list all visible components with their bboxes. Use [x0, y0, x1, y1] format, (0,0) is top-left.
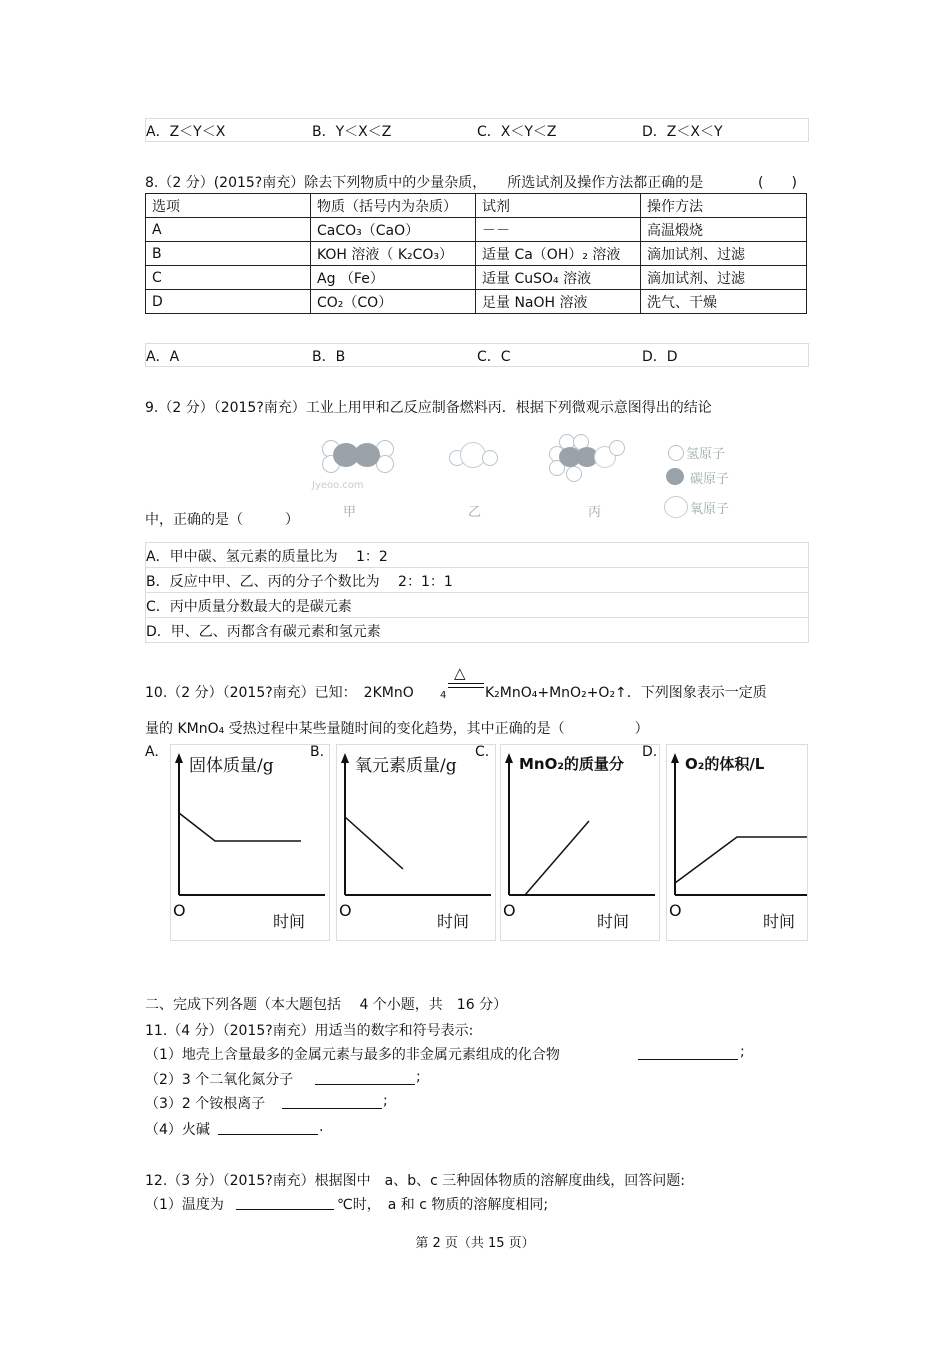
section2-heading: 二、完成下列各题（本大题包括 4 个小题，共 16 分） [145, 997, 508, 1013]
table-cell: －－ [476, 218, 641, 242]
oxygen-legend-icon [664, 496, 688, 518]
q11-stem: 11.（4 分）（2015?南充）用适当的数字和符号表示: [145, 1023, 474, 1039]
legend-carbon: 碳原子 [690, 472, 730, 487]
graph-c-letter[interactable]: C. [475, 744, 490, 760]
graph-a-letter[interactable]: A. [145, 744, 159, 760]
equation-line [448, 687, 484, 688]
trend-line [675, 837, 807, 883]
header-cell: 试剂 [476, 194, 641, 218]
punct: ; [740, 1044, 745, 1060]
q9-choice-b[interactable] [145, 567, 809, 593]
q7-option-b[interactable]: B．Y＜X＜Z [312, 124, 392, 140]
header-cell: 选项 [146, 194, 311, 218]
q7-option-a[interactable]: A．Z＜Y＜X [146, 124, 226, 140]
graph-d-xlabel: 时间 [763, 912, 796, 931]
q12-item-1-part2: ℃时， a 和 c 物质的溶解度相同; [337, 1197, 549, 1213]
legend-hydrogen: 氢原子 [686, 447, 726, 462]
graph-a-ylabel: 固体质量/g [189, 756, 274, 776]
hydrogen-atom-icon [609, 440, 625, 456]
q10-stem-continued: 量的 KMnO₄ 受热过程中某些量随时间的变化趋势，其中正确的是（ ） [145, 721, 649, 737]
hydrogen-legend-icon [668, 445, 684, 461]
label-yi: 乙 [468, 505, 482, 520]
table-header-row [146, 194, 807, 218]
hydrogen-atom-icon [482, 450, 498, 466]
label-bing: 丙 [588, 505, 602, 520]
item-text: （4）火碱 [145, 1122, 210, 1138]
q9-choice-c[interactable] [145, 592, 809, 618]
graph-c-origin: O [503, 901, 516, 920]
q11-item-3 [145, 1093, 265, 1113]
table-row [146, 266, 807, 290]
watermark: Jyeoo.com [312, 480, 364, 491]
item-text: （2）3 个二氧化氮分子 [145, 1072, 294, 1088]
q12-item-1-part1: （1）温度为 [145, 1197, 224, 1213]
delta-symbol: △ [454, 664, 466, 682]
graph-b-xlabel: 时间 [437, 912, 470, 931]
table-cell: 滴加试剂、过滤 [641, 266, 807, 290]
table-cell: CaCO₃（CaO） [311, 218, 476, 242]
table-row [146, 290, 807, 314]
table-cell: 洗气、干燥 [641, 290, 807, 314]
trend-line [525, 821, 589, 895]
equation-line [448, 683, 484, 684]
choice-text: A．甲中碳、氢元素的质量比为 1：2 [146, 549, 388, 565]
table-cell: B [146, 242, 311, 266]
q7-option-d[interactable]: D．Z＜X＜Y [642, 124, 723, 140]
q9-stem-continued: 中，正确的是（ ） [145, 512, 299, 528]
table-cell: 适量 CuSO₄ 溶液 [476, 266, 641, 290]
table-cell: 高温煅烧 [641, 218, 807, 242]
table-cell: C [146, 266, 311, 290]
graph-b-letter[interactable]: B. [310, 744, 325, 760]
table-cell: A [146, 218, 311, 242]
y-axis-arrow-icon [505, 753, 513, 763]
q9-stem: 9.（2 分）（2015?南充）工业上用甲和乙反应制备燃料丙．根据下列微观示意图得出的结论 [145, 400, 712, 416]
table-cell: 滴加试剂、过滤 [641, 242, 807, 266]
graph-a-origin: O [173, 901, 186, 920]
graph-c-xlabel: 时间 [597, 912, 630, 931]
table-cell: 适量 Ca（OH）₂ 溶液 [476, 242, 641, 266]
q9-choice-d[interactable] [145, 617, 809, 643]
graph-d-ylabel: O₂的体积/L [685, 755, 765, 773]
choice-text: C．丙中质量分数最大的是碳元素 [146, 599, 352, 615]
choice-text: B．反应中甲、乙、丙的分子个数比为 2：1：1 [146, 574, 453, 590]
q8-option-c[interactable]: C．C [477, 349, 511, 365]
q10-stem-part2: K₂MnO₄+MnO₂+O₂↑．下列图象表示一定质 [485, 685, 767, 701]
table-cell: CO₂（CO） [311, 290, 476, 314]
punct: ; [416, 1069, 421, 1085]
q11-item-2 [145, 1069, 293, 1089]
subscript-4: 4 [440, 690, 447, 701]
hydrogen-atom-icon [566, 466, 582, 482]
choice-text: D．甲、乙、丙都含有碳元素和氢元素 [146, 624, 381, 640]
graph-c [500, 744, 660, 941]
graph-c-ylabel: MnO₂的质量分 [519, 755, 624, 773]
q10-stem-part1: 10.（2 分）（2015?南充）已知： 2KMnO [145, 685, 414, 701]
y-axis-arrow-icon [175, 753, 183, 763]
table-cell: Ag （Fe） [311, 266, 476, 290]
label-jia: 甲 [343, 505, 357, 520]
table-cell: 足量 NaOH 溶液 [476, 290, 641, 314]
table-row [146, 218, 807, 242]
q12-stem: 12.（3 分）（2015?南充）根据图中 a、b、c 三种固体物质的溶解度曲线，回答问题: [145, 1173, 686, 1189]
legend-oxygen: 氧原子 [690, 502, 730, 517]
table-cell: KOH 溶液（ K₂CO₃） [311, 242, 476, 266]
q11-answer-blank-1[interactable] [638, 1045, 738, 1060]
graph-d-origin: O [669, 901, 682, 920]
table-cell: D [146, 290, 311, 314]
carbon-atom-icon [354, 443, 380, 467]
q9-choice-a[interactable] [145, 542, 809, 568]
q8-option-a[interactable]: A．A [146, 349, 180, 365]
q12-answer-blank-1[interactable] [236, 1195, 334, 1210]
trend-line [179, 813, 301, 841]
q11-item-1 [145, 1044, 560, 1064]
q8-option-b[interactable]: B．B [312, 349, 346, 365]
y-axis-arrow-icon [341, 753, 349, 763]
q8-options-row [145, 343, 809, 367]
q11-answer-blank-2[interactable] [315, 1070, 415, 1085]
q8-option-d[interactable]: D．D [642, 349, 678, 365]
trend-line [345, 817, 403, 869]
y-axis-arrow-icon [671, 753, 679, 763]
graph-a-xlabel: 时间 [273, 912, 306, 931]
q7-option-c[interactable]: C．X＜Y＜Z [477, 124, 557, 140]
q8-paren: ( ) [758, 175, 797, 191]
q8-table [145, 193, 807, 314]
punct: . [319, 1119, 324, 1135]
q8-stem: 8.（2 分）(2015?南充）除去下列物质中的少量杂质， 所选试剂及操作方法都正确的是 [145, 175, 704, 191]
punct: ; [383, 1093, 388, 1109]
q11-answer-blank-4[interactable] [218, 1120, 318, 1135]
graph-a [170, 744, 330, 941]
item-text: （3）2 个铵根离子 [145, 1096, 266, 1112]
graph-b-ylabel: 氧元素质量/g [355, 756, 457, 776]
q7-options-row [145, 118, 809, 142]
carbon-legend-icon [666, 468, 684, 485]
q11-item-4 [145, 1119, 210, 1139]
table-row [146, 242, 807, 266]
header-cell: 操作方法 [641, 194, 807, 218]
graph-b-origin: O [339, 901, 352, 920]
header-cell: 物质（括号内为杂质） [311, 194, 476, 218]
graph-d-letter[interactable]: D. [642, 744, 658, 760]
graph-d [666, 744, 808, 941]
q11-answer-blank-3[interactable] [282, 1094, 382, 1109]
page-footer: 第 2 页（共 15 页） [415, 1236, 535, 1251]
graph-b [336, 744, 496, 941]
item-text: （1）地壳上含量最多的金属元素与最多的非金属元素组成的化合物 [145, 1047, 560, 1063]
